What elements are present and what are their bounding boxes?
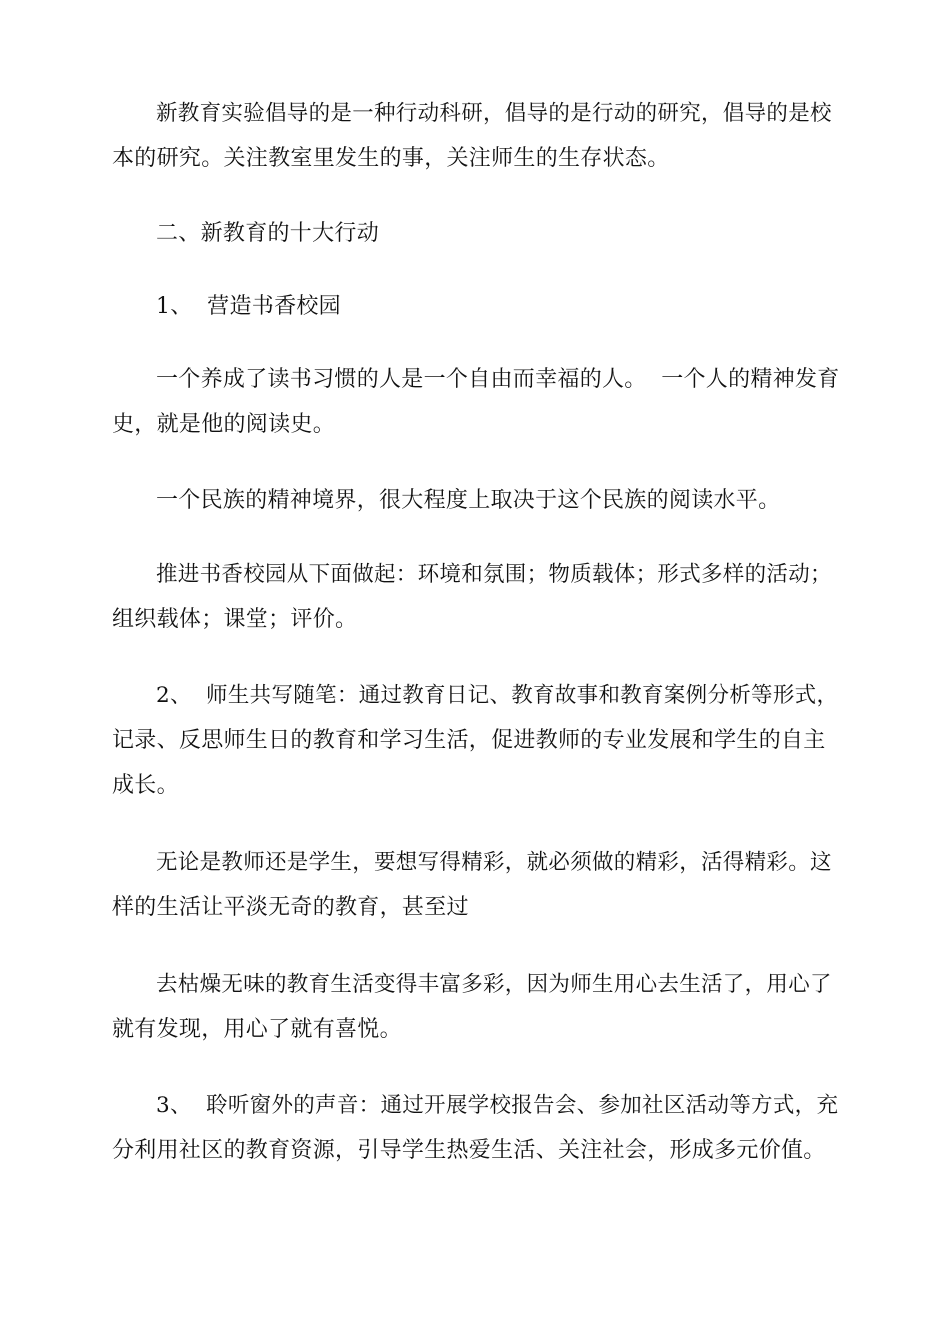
paragraph-line: 记录、反思师生日的教育和学习生活，促进教师的专业发展和学生的自主 — [112, 728, 826, 753]
paragraph-line: 分利用社区的教育资源，引导学生热爱生活、关注社会，形成多元价值。 — [112, 1138, 826, 1163]
paragraph-line: 史，就是他的阅读史。 — [112, 412, 336, 437]
heading-line: 二、新教育的十大行动 — [156, 221, 380, 246]
paragraph-action-research — [112, 91, 842, 181]
paragraph-line: 去枯燥无味的教育生活变得丰富多彩，因为师生用心去生活了，用心了 — [156, 972, 832, 997]
paragraph-line: 3、 聆听窗外的声音：通过开展学校报告会、参加社区活动等方式，充 — [156, 1093, 839, 1118]
item-co-writing-essays — [112, 673, 842, 808]
paragraph-write-brilliantly — [112, 840, 842, 930]
section-heading-ten-actions — [112, 211, 842, 256]
paragraph-line: 本的研究。关注教室里发生的事，关注师生的生存状态。 — [112, 146, 670, 171]
paragraph-line: 新教育实验倡导的是一种行动科研，倡导的是行动的研究，倡导的是校 — [156, 101, 832, 126]
paragraph-line: 一个民族的精神境界，很大程度上取决于这个民族的阅读水平。 — [156, 488, 781, 513]
paragraph-national-spirit — [112, 478, 842, 523]
paragraph-line: 样的生活让平淡无奇的教育，甚至过 — [112, 895, 469, 920]
paragraph-colorful-life — [112, 962, 842, 1052]
paragraph-line: 就有发现，用心了就有喜悦。 — [112, 1017, 402, 1042]
paragraph-line: 无论是教师还是学生，要想写得精彩，就必须做的精彩，活得精彩。这 — [156, 850, 832, 875]
paragraph-line: 一个养成了读书习惯的人是一个自由而幸福的人。 一个人的精神发育 — [156, 367, 840, 392]
paragraph-reading-habit — [112, 357, 842, 447]
item-heading-scholarly-campus — [112, 284, 842, 329]
heading-line: 1、 营造书香校园 — [156, 294, 341, 319]
paragraph-line: 组织载体；课堂；评价。 — [112, 607, 358, 632]
paragraph-line: 成长。 — [112, 773, 179, 798]
paragraph-line: 2、 师生共写随笔：通过教育日记、教育故事和教育案例分析等形式， — [156, 683, 839, 708]
paragraph-line: 推进书香校园从下面做起：环境和氛围；物质载体；形式多样的活动； — [156, 562, 832, 587]
item-listen-outside — [112, 1083, 842, 1173]
paragraph-promote-campus — [112, 552, 842, 642]
